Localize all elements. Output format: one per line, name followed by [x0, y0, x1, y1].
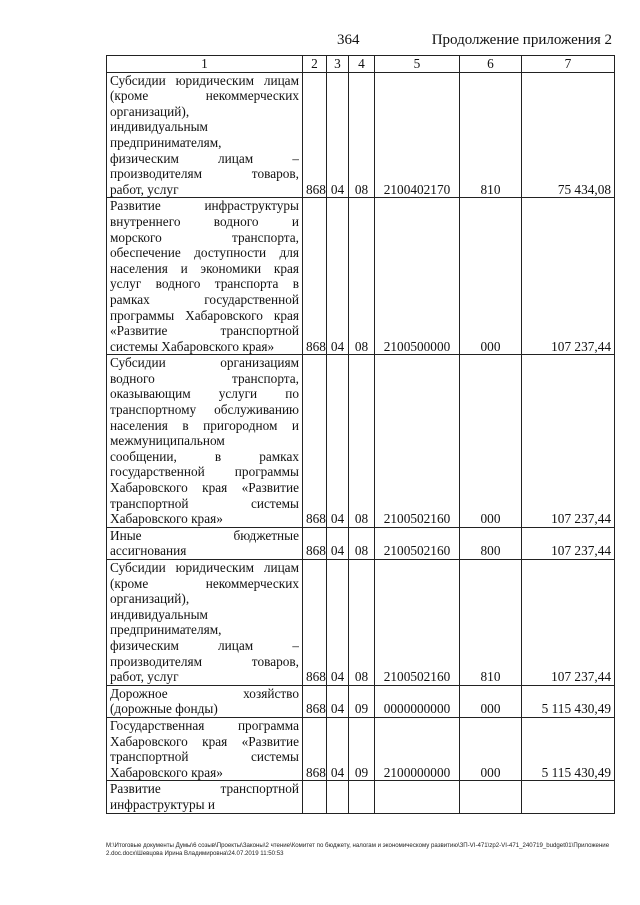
row-name-line: межмуниципальном — [110, 433, 225, 449]
amount-cell: 5 115 430,49 — [522, 685, 615, 717]
row-name-line: программы Хабаровского края — [110, 307, 299, 323]
row-name-line: предпринимателям, — [110, 622, 222, 638]
row-name-line: Развитие инфраструктуры — [110, 198, 299, 214]
col-header-4: 4 — [349, 56, 375, 73]
col-header-3: 3 — [327, 56, 349, 73]
expense-type-cell: 000 — [460, 198, 522, 355]
row-name-cell — [107, 781, 303, 813]
amount-cell: 107 237,44 — [522, 560, 615, 686]
row-name-line: Хабаровского края» — [110, 511, 223, 527]
row-name-cell — [107, 685, 303, 717]
col-header-5: 5 — [375, 56, 460, 73]
target-article-cell: 2100402170 — [375, 72, 460, 198]
row-name-line: работ, услуг — [110, 669, 179, 685]
expense-type-cell: 000 — [460, 717, 522, 780]
row-name-line: Иные бюджетные — [110, 527, 299, 543]
expense-type-cell: 810 — [460, 72, 522, 198]
subsection-code-cell: 08 — [349, 355, 375, 528]
target-article-cell: 2100502160 — [375, 355, 460, 528]
ministry-code-cell: 868 — [303, 560, 327, 686]
row-name-cell — [107, 717, 303, 780]
table-row — [107, 560, 615, 686]
row-name-line: системы Хабаровского края» — [110, 338, 275, 354]
expense-type-cell: 000 — [460, 685, 522, 717]
target-article-cell: 2100502160 — [375, 560, 460, 686]
row-name-cell — [107, 198, 303, 355]
row-name-line: физическим лицам – — [110, 150, 299, 166]
row-name-cell — [107, 527, 303, 559]
col-header-6: 6 — [460, 56, 522, 73]
subsection-code-cell: 08 — [349, 198, 375, 355]
subsection-code-cell: 09 — [349, 717, 375, 780]
row-name-line: организаций), — [110, 591, 190, 607]
row-name-line: производителям товаров, — [110, 166, 299, 182]
section-code-cell: 04 — [327, 355, 349, 528]
row-name-line: предпринимателям, — [110, 134, 222, 150]
subsection-code-cell: 08 — [349, 72, 375, 198]
ministry-code-cell: 868 — [303, 685, 327, 717]
row-name-cell — [107, 72, 303, 198]
table-row — [107, 198, 615, 355]
row-name-line: Субсидии организациям — [110, 355, 299, 371]
target-article-cell: 0000000000 — [375, 685, 460, 717]
row-name-line: сообщении, в рамках — [110, 448, 299, 464]
subsection-code-cell: 09 — [349, 685, 375, 717]
row-name-line: физическим лицам – — [110, 637, 299, 653]
row-name-line: Дорожное хозяйство — [110, 685, 299, 701]
section-code-cell: 04 — [327, 685, 349, 717]
row-name-line: (кроме некоммерческих — [110, 88, 299, 104]
section-code-cell: 04 — [327, 72, 349, 198]
section-code-cell — [327, 781, 349, 813]
row-name-line: работ, услуг — [110, 181, 179, 197]
row-name-line: (кроме некоммерческих — [110, 575, 299, 591]
table-row — [107, 527, 615, 559]
section-code-cell: 04 — [327, 717, 349, 780]
expense-type-cell: 810 — [460, 560, 522, 686]
col-header-1: 1 — [107, 56, 303, 73]
row-name-line: Хабаровского края «Развитие — [110, 733, 299, 749]
row-name-line: Государственная программа — [110, 717, 299, 733]
amount-cell — [522, 781, 615, 813]
row-name-line: транспортному обслуживанию — [110, 402, 299, 418]
row-name-cell — [107, 355, 303, 528]
row-name-line: Развитие транспортной — [110, 781, 299, 797]
row-name-line: Субсидии юридическим лицам — [110, 560, 299, 575]
row-name-line: Субсидии юридическим лицам — [110, 72, 299, 88]
row-name-line: услуг водного транспорта в — [110, 276, 299, 292]
table-row — [107, 355, 615, 528]
ministry-code-cell: 868 — [303, 198, 327, 355]
section-code-cell: 04 — [327, 527, 349, 559]
row-name-line: индивидуальным — [110, 606, 208, 622]
row-name-line: Хабаровского края» — [110, 764, 223, 780]
amount-cell: 107 237,44 — [522, 527, 615, 559]
ministry-code-cell: 868 — [303, 355, 327, 528]
expense-type-cell — [460, 781, 522, 813]
ministry-code-cell — [303, 781, 327, 813]
row-name-line: водного транспорта, — [110, 370, 299, 386]
ministry-code-cell: 868 — [303, 717, 327, 780]
header-row — [107, 56, 615, 73]
row-name-line: индивидуальным — [110, 119, 208, 135]
table-row — [107, 781, 615, 813]
continuation-label: Продолжение приложения 2 — [431, 32, 612, 48]
row-name-cell — [107, 560, 303, 686]
table-row — [107, 685, 615, 717]
ministry-code-cell: 868 — [303, 72, 327, 198]
amount-cell: 107 237,44 — [522, 355, 615, 528]
target-article-cell — [375, 781, 460, 813]
row-name-line: оказывающим услуги по — [110, 386, 299, 402]
row-name-line: транспортной системы — [110, 749, 299, 765]
row-name-line: рамках государственной — [110, 291, 299, 307]
row-name-line: населения в пригородном и — [110, 417, 299, 433]
row-name-line: морского транспорта, — [110, 229, 299, 245]
col-header-7: 7 — [522, 56, 615, 73]
subsection-code-cell: 08 — [349, 527, 375, 559]
subsection-code-cell: 08 — [349, 560, 375, 686]
row-name-line: «Развитие транспортной — [110, 323, 299, 339]
row-name-line: населения и экономики края — [110, 260, 299, 276]
row-name-line: инфраструктуры и — [110, 796, 215, 812]
row-name-line: государственной программы — [110, 464, 299, 480]
page-header — [0, 32, 640, 54]
table-row — [107, 72, 615, 198]
expense-type-cell: 800 — [460, 527, 522, 559]
table-body — [107, 72, 615, 813]
table-row — [107, 717, 615, 780]
subsection-code-cell — [349, 781, 375, 813]
row-name-line: ассигнования — [110, 543, 187, 559]
document-path-footer: M:\Итоговые документы Думы\6 созыв\Проекты\Законы\2 чтение\Комитет по бюджету, налогам и экономическому развитию\ЗП-VI-471\zp2-VI-471_240719_budget01\Приложение 2.doc.docx\Шевцова Ирина Владимировна\24.07.2019 11:50:53 — [106, 842, 610, 857]
row-name-line: обеспечение доступности для — [110, 245, 299, 261]
row-name-line: организаций), — [110, 103, 190, 119]
expense-type-cell: 000 — [460, 355, 522, 528]
row-name-line: производителям товаров, — [110, 653, 299, 669]
section-code-cell: 04 — [327, 560, 349, 686]
target-article-cell: 2100500000 — [375, 198, 460, 355]
section-code-cell: 04 — [327, 198, 349, 355]
amount-cell: 75 434,08 — [522, 72, 615, 198]
amount-cell: 107 237,44 — [522, 198, 615, 355]
col-header-2: 2 — [303, 56, 327, 73]
budget-table — [106, 55, 615, 814]
target-article-cell: 2100000000 — [375, 717, 460, 780]
row-name-line: внутреннего водного и — [110, 213, 299, 229]
ministry-code-cell: 868 — [303, 527, 327, 559]
amount-cell: 5 115 430,49 — [522, 717, 615, 780]
target-article-cell: 2100502160 — [375, 527, 460, 559]
page-number: 364 — [337, 32, 360, 48]
row-name-line: (дорожные фонды) — [110, 701, 218, 717]
row-name-line: Хабаровского края «Развитие — [110, 480, 299, 496]
row-name-line: транспортной системы — [110, 495, 299, 511]
